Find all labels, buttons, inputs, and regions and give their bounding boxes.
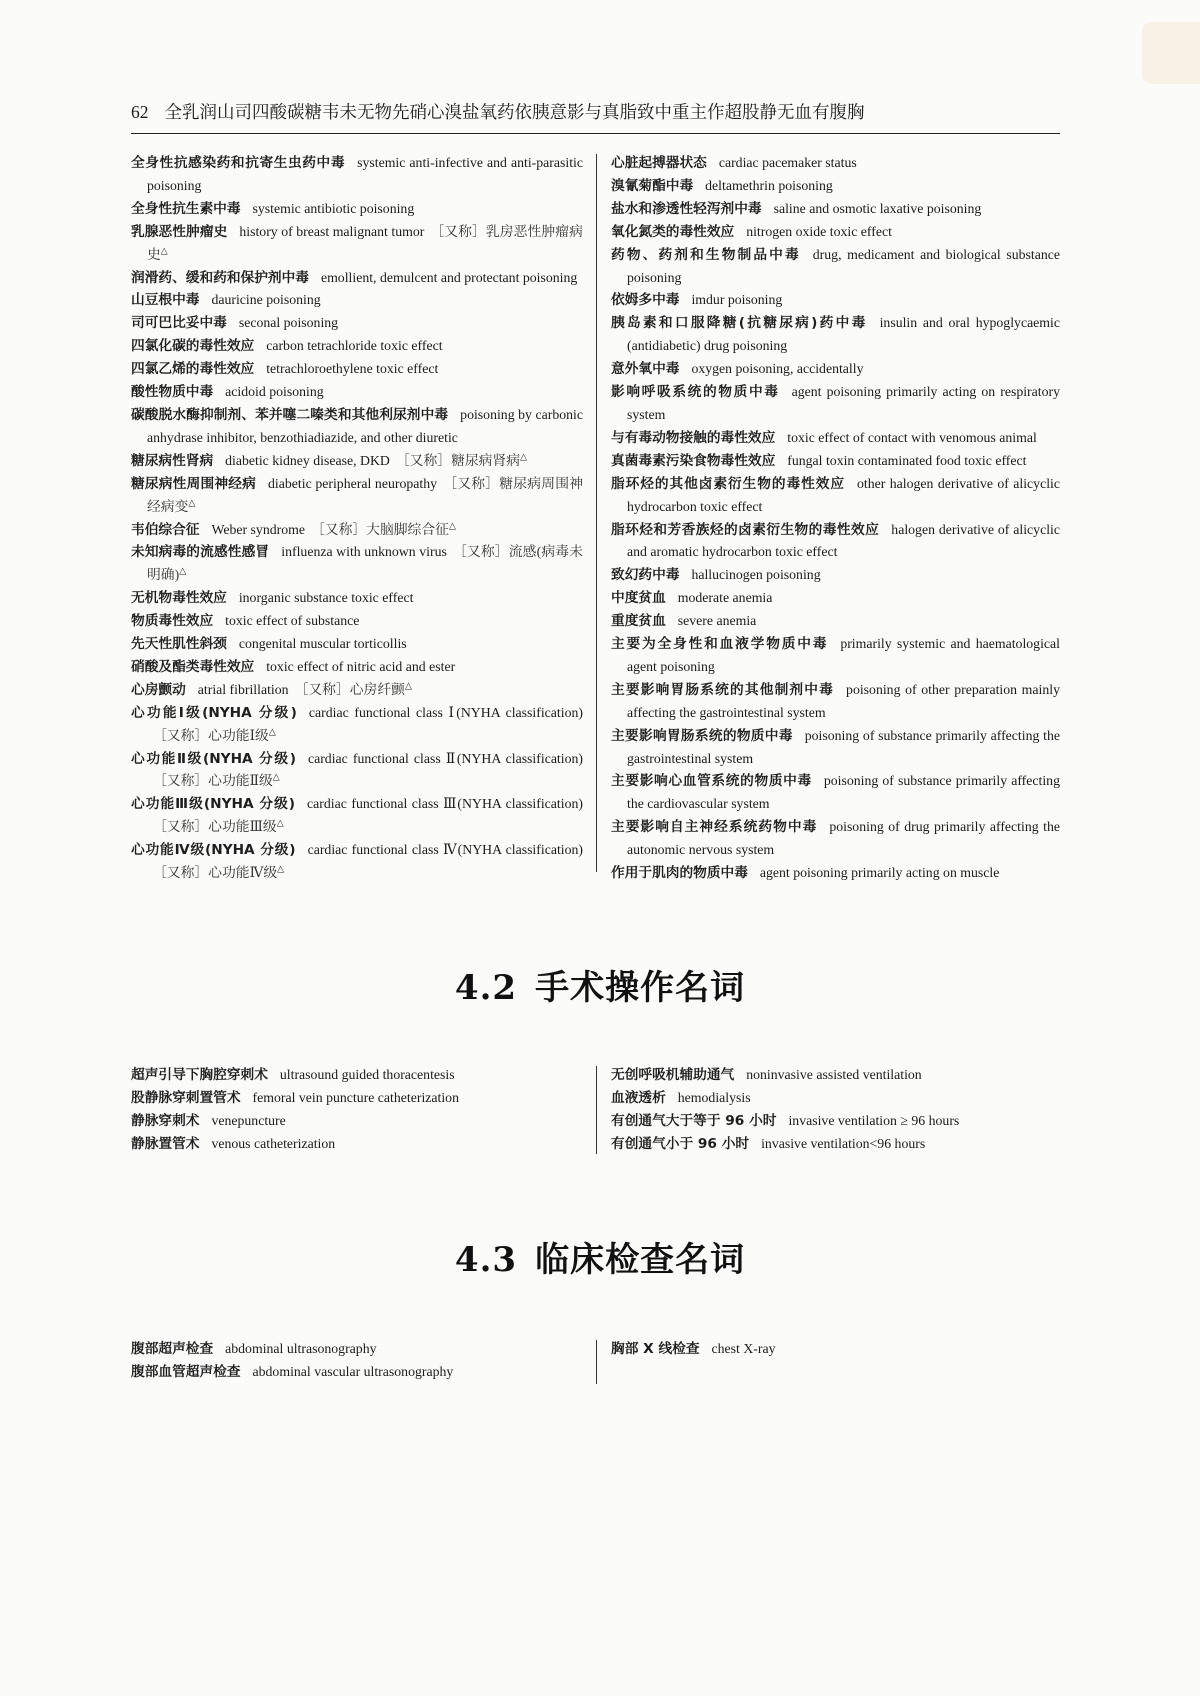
english-term: poisoning of drug primarily affecting the autonomic nervous system: [627, 819, 1060, 858]
english-term: cardiac functional class Ⅲ(NYHA classification): [307, 796, 583, 812]
chinese-term: 主要影响胃肠系统的其他制剂中毒: [611, 681, 835, 698]
english-term: poisoning by carbonic anhydrase inhibitor, benzothiadiazide, and other diuretic: [147, 406, 583, 445]
glossary-entry: [131, 312, 583, 335]
english-term: seconal poisoning: [238, 315, 339, 331]
english-term: carbon tetrachloride toxic effect: [266, 338, 443, 354]
english-term: insulin and oral hypoglycaemic (antidiabetic) drug poisoning: [627, 315, 1060, 354]
running-header-title: 全乳润山司四酸碳糖韦未无物先硝心溴盐氧药依胰意影与真脂致中重主作超股静无血有腹胸: [164, 102, 865, 122]
english-term: other halogen derivative of alicyclic hydrocarbon toxic effect: [627, 475, 1060, 514]
section-title-text: 手术操作名词: [535, 968, 746, 1008]
chinese-term: 溴氰菊酯中毒: [611, 177, 694, 194]
chinese-term: 静脉置管术: [131, 1135, 200, 1152]
glossary-entry: [131, 267, 583, 290]
glossary-entry: [611, 289, 1060, 312]
english-term: toxic effect of substance: [225, 613, 360, 629]
glossary-entry: [131, 473, 583, 519]
glossary-entry: [611, 175, 1060, 198]
chinese-term: 四氯乙烯的毒性效应: [131, 361, 255, 378]
chinese-term: 糖尿病性周围神经病: [131, 475, 257, 492]
chinese-term: 致幻药中毒: [611, 567, 680, 584]
chinese-term: 与有毒动物接触的毒性效应: [611, 429, 776, 446]
english-term: poisoning of substance primarily affecting the cardiovascular system: [627, 773, 1060, 812]
section-title-text: 临床检查名词: [535, 1240, 746, 1280]
synonym-note: ［又称］心功能Ⅱ级: [153, 773, 273, 789]
english-term: fungal toxin contaminated food toxic effect: [787, 452, 1027, 468]
english-term: abdominal ultrasonography: [225, 1341, 377, 1356]
english-term: emollient, demulcent and protectant poisoning: [320, 269, 578, 285]
section-title-4-3: [0, 1232, 1200, 1281]
synonym-note: ［又称］心功能Ⅰ级: [153, 727, 269, 743]
column-divider: [596, 154, 597, 872]
english-term: cardiac functional class Ⅱ(NYHA classification): [307, 750, 583, 766]
english-term: noninvasive assisted ventilation: [746, 1067, 922, 1082]
chinese-term: 硝酸及酯类毒性效应: [131, 658, 255, 675]
chinese-term: 全身性抗感染药和抗寄生虫药中毒: [131, 155, 346, 171]
chinese-term: 物质毒性效应: [131, 613, 214, 630]
triangle-mark: △: [160, 244, 168, 255]
glossary-entry: [611, 1064, 1060, 1087]
english-term: cardiac functional class Ⅰ(NYHA classification): [308, 704, 583, 720]
chinese-term: 碳酸脱水酶抑制剂、苯并噻二嗪类和其他利尿剂中毒: [131, 406, 449, 423]
glossary-entry: [131, 1133, 583, 1156]
synonym-note: ［又称］心功能Ⅲ级: [153, 819, 277, 835]
english-term: systemic anti-infective and anti-parasitic poisoning: [147, 155, 583, 193]
english-term: halogen derivative of alicyclic and aromatic hydrocarbon toxic effect: [627, 521, 1060, 560]
english-term: inorganic substance toxic effect: [238, 590, 414, 606]
synonym-note: ［又称］乳房恶性肿瘤病史: [147, 223, 583, 262]
chinese-term: 心房颤动: [131, 681, 186, 698]
chinese-term: 意外氧中毒: [611, 361, 680, 378]
page-corner-tint: [1142, 22, 1200, 84]
page-number: 62: [131, 102, 149, 122]
english-term: cardiac functional class Ⅳ(NYHA classification): [307, 842, 584, 858]
glossary-entry: [611, 1087, 1060, 1110]
triangle-mark: △: [276, 817, 284, 828]
glossary-entry: [131, 1361, 583, 1384]
glossary-entry: [131, 633, 583, 656]
chinese-term: 心功能Ⅲ级(NYHA 分级): [131, 796, 296, 813]
glossary-entry: [611, 564, 1060, 587]
section-title-4-2: [0, 960, 1200, 1009]
triangle-mark: △: [179, 565, 187, 576]
english-term: congenital muscular torticollis: [238, 636, 407, 652]
glossary-entry: [611, 198, 1060, 221]
glossary-entry: [131, 519, 583, 542]
glossary-entry: [131, 1110, 583, 1133]
chinese-term: 氧化氮类的毒性效应: [611, 223, 735, 240]
glossary-entry: [611, 358, 1060, 381]
glossary-entry: [131, 541, 583, 587]
chinese-term: 脂环烃的其他卤素衍生物的毒性效应: [611, 475, 846, 492]
english-term: atrial fibrillation: [197, 681, 289, 697]
chinese-term: 心脏起搏器状态: [611, 155, 707, 171]
synonym-note: ［又称］心房纤颤: [294, 681, 405, 697]
english-term: tetrachloroethylene toxic effect: [266, 361, 439, 377]
chinese-term: 腹部血管超声检查: [131, 1363, 241, 1380]
chinese-term: 主要影响心血管系统的物质中毒: [611, 773, 812, 790]
english-term: nitrogen oxide toxic effect: [746, 223, 892, 239]
chinese-term: 糖尿病性肾病: [131, 452, 214, 469]
triangle-mark: △: [268, 726, 276, 736]
glossary-entry: [131, 656, 583, 679]
chinese-term: 重度贫血: [611, 613, 666, 630]
chinese-term: 山豆根中毒: [131, 292, 200, 309]
chinese-term: 有创通气小于 96 小时: [611, 1135, 750, 1152]
glossary-entry: [131, 289, 583, 312]
triangle-mark: △: [277, 863, 285, 874]
glossary-entry: [611, 381, 1060, 427]
column-divider: [596, 1340, 597, 1384]
sec42-left-column: [131, 1064, 583, 1156]
glossary-entry: [611, 221, 1060, 244]
chinese-term: 主要影响胃肠系统的物质中毒: [611, 727, 793, 744]
glossary-entry: [611, 610, 1060, 633]
english-term: agent poisoning primarily acting on muscle: [759, 865, 1000, 881]
glossary-entry: [611, 427, 1060, 450]
glossary-entry: [131, 335, 583, 358]
glossary-entry: [131, 587, 583, 610]
chinese-term: 四氯化碳的毒性效应: [131, 338, 255, 355]
english-term: primarily systemic and haematological agent poisoning: [627, 636, 1060, 674]
english-term: oxygen poisoning, accidentally: [691, 361, 864, 377]
chinese-term: 超声引导下胸腔穿刺术: [131, 1067, 268, 1083]
glossary-entry: [611, 244, 1060, 290]
synonym-note: ［又称］糖尿病肾病: [395, 452, 521, 468]
section-number: 4.2: [454, 968, 518, 1008]
triangle-mark: △: [520, 451, 527, 462]
triangle-mark: △: [188, 496, 196, 507]
english-term: poisoning of substance primarily affecting the gastrointestinal system: [627, 727, 1060, 766]
english-term: femoral vein puncture catheterization: [252, 1089, 459, 1105]
glossary-entry: [131, 404, 583, 450]
chinese-term: 未知病毒的流感性感冒: [131, 544, 270, 561]
glossary-entry: [131, 198, 583, 221]
sec41-left-column: [131, 152, 583, 885]
chinese-term: 静脉穿刺术: [131, 1112, 200, 1129]
english-term: history of breast malignant tumor: [239, 223, 425, 239]
glossary-entry: [131, 358, 583, 381]
glossary-entry: [131, 610, 583, 633]
glossary-entry: [611, 587, 1060, 610]
english-term: systemic antibiotic poisoning: [252, 200, 415, 216]
sec43-right-column: [611, 1338, 1060, 1361]
chinese-term: 全身性抗生素中毒: [131, 200, 241, 217]
synonym-note: ［又称］心功能Ⅳ级: [153, 865, 278, 881]
glossary-entry: [131, 793, 583, 839]
synonym-note: ［又称］大脑脚综合征: [310, 521, 449, 537]
glossary-entry: [611, 1338, 1060, 1361]
triangle-mark: △: [272, 771, 280, 782]
chinese-term: 心功能Ⅳ级(NYHA 分级): [131, 842, 296, 859]
glossary-entry: [131, 748, 583, 794]
english-term: toxic effect of contact with venomous animal: [787, 429, 1037, 445]
chinese-term: 依姆多中毒: [611, 292, 680, 309]
glossary-entry: [611, 679, 1060, 725]
chinese-term: 无机物毒性效应: [131, 590, 227, 607]
triangle-mark: △: [448, 519, 456, 530]
chinese-term: 司可巴比妥中毒: [131, 315, 227, 332]
english-term: influenza with unknown virus: [281, 544, 447, 560]
glossary-entry: [131, 450, 583, 473]
glossary-entry: [611, 633, 1060, 679]
chinese-term: 心功能Ⅱ级(NYHA 分级): [131, 750, 296, 767]
chinese-term: 先天性肌性斜颈: [131, 636, 227, 653]
english-term: venepuncture: [211, 1112, 286, 1128]
english-term: hallucinogen poisoning: [691, 567, 821, 583]
glossary-entry: [131, 221, 583, 267]
english-term: severe anemia: [677, 613, 757, 629]
synonym-note: ［又称］流感(病毒未明确): [147, 544, 583, 583]
english-term: dauricine poisoning: [211, 292, 321, 308]
glossary-entry: [611, 1110, 1060, 1133]
english-term: saline and osmotic laxative poisoning: [773, 200, 982, 216]
glossary-entry: [131, 679, 583, 702]
chinese-term: 胸部 X 线检查: [611, 1341, 700, 1357]
chinese-term: 主要影响自主神经系统药物中毒: [611, 819, 818, 836]
glossary-entry: [611, 816, 1060, 862]
english-term: invasive ventilation<96 hours: [761, 1135, 926, 1151]
triangle-mark: △: [404, 680, 412, 691]
chinese-term: 脂环烃和芳香族烃的卤素衍生物的毒性效应: [611, 521, 880, 538]
chinese-term: 腹部超声检查: [131, 1341, 214, 1357]
english-term: Weber syndrome: [211, 521, 305, 537]
chinese-term: 胰岛素和口服降糖(抗糖尿病)药中毒: [611, 315, 868, 332]
glossary-entry: [611, 1133, 1060, 1156]
english-term: ultrasound guided thoracentesis: [279, 1067, 455, 1082]
section-number: 4.3: [454, 1240, 518, 1280]
synonym-note: ［又称］糖尿病周围神经病变: [147, 475, 583, 514]
english-term: hemodialysis: [677, 1089, 751, 1105]
glossary-entry: [131, 1338, 583, 1361]
english-term: deltamethrin poisoning: [705, 177, 833, 193]
glossary-entry: [611, 450, 1060, 473]
english-term: agent poisoning primarily acting on respiratory system: [627, 384, 1060, 422]
glossary-entry: [611, 725, 1060, 771]
glossary-entry: [131, 152, 583, 198]
glossary-entry: [131, 381, 583, 404]
chinese-term: 心功能Ⅰ级(NYHA 分级): [131, 704, 297, 721]
chinese-term: 影响呼吸系统的物质中毒: [611, 384, 780, 401]
glossary-entry: [611, 152, 1060, 175]
english-term: cardiac pacemaker status: [718, 155, 857, 170]
glossary-entry: [131, 1087, 583, 1110]
english-term: moderate anemia: [677, 590, 773, 606]
chinese-term: 有创通气大于等于 96 小时: [611, 1112, 777, 1129]
column-divider: [596, 1066, 597, 1154]
english-term: venous catheterization: [211, 1135, 336, 1151]
sec43-left-column: [131, 1338, 583, 1384]
glossary-entry: [131, 702, 583, 748]
english-term: diabetic kidney disease, DKD: [225, 452, 390, 468]
chinese-term: 药物、药剂和生物制品中毒: [611, 246, 801, 263]
chinese-term: 血液透析: [611, 1089, 666, 1106]
english-term: acidoid poisoning: [225, 384, 324, 400]
chinese-term: 主要为全身性和血液学物质中毒: [611, 636, 829, 653]
glossary-entry: [131, 1064, 583, 1087]
sec42-right-column: [611, 1064, 1060, 1156]
english-term: poisoning of other preparation mainly affecting the gastrointestinal system: [627, 681, 1060, 720]
running-header: [131, 101, 1060, 134]
chinese-term: 股静脉穿刺置管术: [131, 1089, 241, 1106]
chinese-term: 酸性物质中毒: [131, 384, 214, 401]
glossary-entry: [611, 312, 1060, 358]
english-term: abdominal vascular ultrasonography: [252, 1363, 454, 1379]
english-term: toxic effect of nitric acid and ester: [266, 658, 456, 674]
chinese-term: 盐水和渗透性轻泻剂中毒: [611, 200, 762, 217]
chinese-term: 乳腺恶性肿瘤史: [131, 223, 228, 240]
glossary-entry: [611, 770, 1060, 816]
english-term: diabetic peripheral neuropathy: [268, 475, 437, 491]
glossary-entry: [611, 519, 1060, 565]
english-term: invasive ventilation ≥ 96 hours: [788, 1112, 960, 1128]
chinese-term: 作用于肌肉的物质中毒: [611, 865, 748, 882]
english-term: drug, medicament and biological substance poisoning: [627, 246, 1060, 285]
chinese-term: 润滑药、缓和药和保护剂中毒: [131, 269, 309, 286]
chinese-term: 无创呼吸机辅助通气: [611, 1067, 735, 1083]
chinese-term: 韦伯综合征: [131, 521, 200, 538]
english-term: imdur poisoning: [691, 292, 783, 308]
sec41-right-column: [611, 152, 1060, 885]
glossary-entry: [131, 839, 583, 885]
glossary-entry: [611, 862, 1060, 885]
english-term: chest X-ray: [711, 1341, 776, 1356]
chinese-term: 中度贫血: [611, 590, 666, 607]
glossary-entry: [611, 473, 1060, 519]
chinese-term: 真菌毒素污染食物毒性效应: [611, 452, 776, 469]
